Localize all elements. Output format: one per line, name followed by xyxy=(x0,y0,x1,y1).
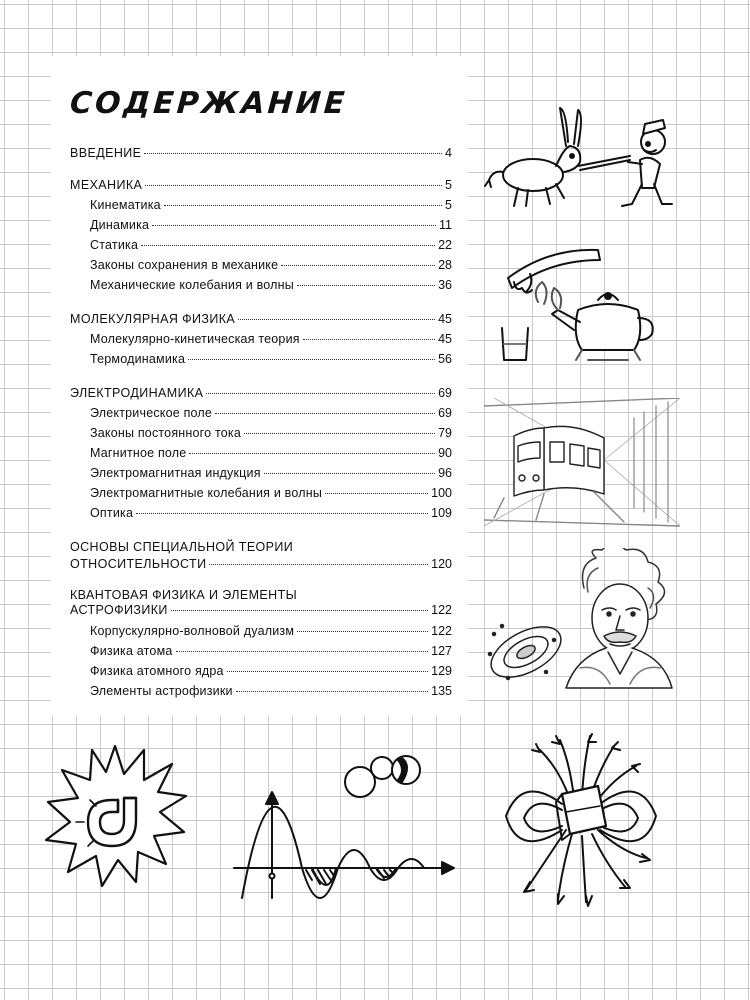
toc-entry-mechanics[interactable]: МЕХАНИКА 5 xyxy=(70,178,452,192)
toc-entry-relativity[interactable]: ОТНОСИТЕЛЬНОСТИ 120 xyxy=(70,557,452,571)
toc-entry-electrodynamics[interactable]: ЭЛЕКТРОДИНАМИКА 69 xyxy=(70,386,452,400)
toc-entry-molecular-physics[interactable]: МОЛЕКУЛЯРНАЯ ФИЗИКА 45 xyxy=(70,312,452,326)
toc-entry-dynamics[interactable]: Динамика 11 xyxy=(90,218,452,232)
toc-entry-statics[interactable]: Статика 22 xyxy=(90,238,452,252)
magnet-burst-illustration xyxy=(40,740,190,890)
toc-entry-oscillations[interactable]: Механические колебания и волны 36 xyxy=(90,278,452,292)
toc-title: СОДЕРЖАНИЕ xyxy=(68,86,349,121)
boiling-kettle-illustration xyxy=(488,238,668,368)
toc-entry-quantum[interactable]: АСТРОФИЗИКИ 122 xyxy=(70,603,452,617)
toc-entry-conservation-laws[interactable]: Законы сохранения в механике 28 xyxy=(90,258,452,272)
toc-entry-magnetic-field[interactable]: Магнитное поле 90 xyxy=(90,446,452,460)
toc-entry-em-oscillations[interactable]: Электромагнитные колебания и волны 100 xyxy=(90,486,452,500)
einstein-galaxy-illustration xyxy=(484,548,690,708)
toc-entry-nuclear-physics[interactable]: Физика атомного ядра 129 xyxy=(90,664,452,678)
donkey-tug-of-war-illustration xyxy=(478,100,688,220)
toc-entry-kinematics[interactable]: Кинематика 5 xyxy=(90,198,452,212)
toc-entry-atomic-physics[interactable]: Физика атома 127 xyxy=(90,644,452,658)
toc-entry-induction[interactable]: Электромагнитная индукция 96 xyxy=(90,466,452,480)
metro-train-illustration xyxy=(484,398,680,528)
toc-panel xyxy=(50,56,468,716)
toc-entry-wave-particle[interactable]: Корпускулярно-волновой дуализм 122 xyxy=(90,624,452,638)
toc-entry-introduction[interactable]: ВВЕДЕНИЕ 4 xyxy=(70,146,452,160)
wave-graph-illustration xyxy=(228,752,456,902)
toc-entry-quantum-line1[interactable]: КВАНТОВАЯ ФИЗИКА И ЭЛЕМЕНТЫ xyxy=(70,588,298,602)
toc-entry-astrophysics[interactable]: Элементы астрофизики 135 xyxy=(90,684,452,698)
toc-entry-electric-field[interactable]: Электрическое поле 69 xyxy=(90,406,452,420)
toc-entry-thermodynamics[interactable]: Термодинамика 56 xyxy=(90,352,452,366)
toc-entry-relativity-line1[interactable]: ОСНОВЫ СПЕЦИАЛЬНОЙ ТЕОРИИ xyxy=(70,540,294,554)
magnetic-field-lines-illustration xyxy=(500,730,660,910)
toc-entry-mkt[interactable]: Молекулярно-кинетическая теория 45 xyxy=(90,332,452,346)
toc-entry-optics[interactable]: Оптика 109 xyxy=(90,506,452,520)
toc-entry-dc-laws[interactable]: Законы постоянного тока 79 xyxy=(90,426,452,440)
